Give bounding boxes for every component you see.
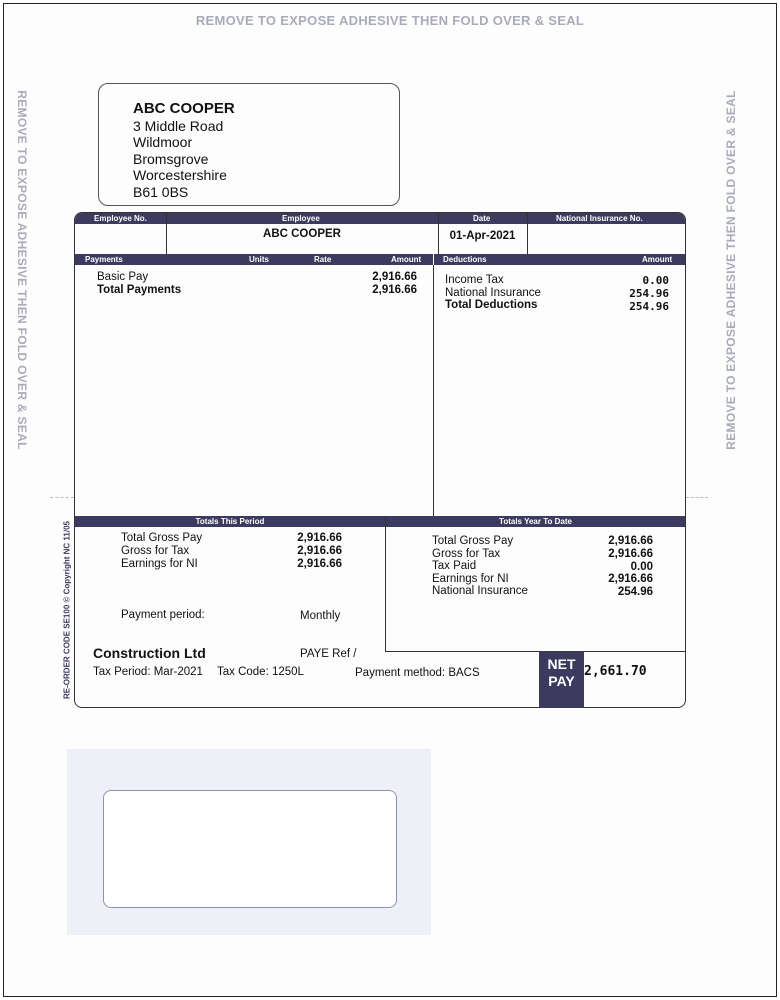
paye-ref: PAYE Ref / — [300, 648, 357, 660]
envelope-window — [103, 790, 397, 908]
address-line-3: Bromsgrove — [133, 150, 209, 167]
ytd-label-national-insurance: National Insurance — [432, 585, 528, 597]
address-window — [98, 83, 400, 206]
totals-ytd-header-bar — [386, 516, 685, 527]
deductions-label: Deductions — [443, 255, 487, 264]
ytd-label-tax-paid: Tax Paid — [432, 560, 477, 572]
period-label-gross-for-tax: Gross for Tax — [121, 545, 190, 557]
payments-deductions-divider — [433, 265, 434, 516]
address-line-4: Worcestershire — [133, 167, 227, 183]
address-line-1: 3 Middle Road — [133, 117, 224, 134]
payment-amount-basic-pay: 2,916.66 — [372, 271, 417, 283]
period-amount-total-gross-pay: 2,916.66 — [297, 532, 342, 544]
units-label: Units — [249, 255, 269, 264]
payments-amount-label: Amount — [391, 255, 422, 264]
period-amount-gross-for-tax: 2,916.66 — [297, 545, 342, 557]
footer-divider — [385, 651, 685, 652]
totals-period-label: Totals This Period — [195, 517, 265, 526]
date-value: 01-Apr-2021 — [449, 230, 516, 242]
ytd-label-gross-for-tax: Gross for Tax — [432, 548, 501, 560]
divider — [527, 213, 528, 254]
payment-period-value: Monthly — [300, 610, 341, 622]
period-label-total-gross-pay: Total Gross Pay — [121, 532, 203, 544]
ytd-amount-earnings-for-ni: 2,916.66 — [608, 573, 653, 585]
ytd-amount-tax-paid: 0.00 — [630, 561, 653, 573]
tax-code: Tax Code: 1250L — [217, 666, 304, 678]
deduction-label-income-tax: Income Tax — [445, 274, 504, 286]
payment-period-label: Payment period: — [121, 609, 205, 621]
payment-amount-total-payments: 2,916.66 — [372, 284, 417, 296]
seal-instruction-top: REMOVE TO EXPOSE ADHESIVE THEN FOLD OVER & SEAL — [195, 13, 585, 28]
totals-ytd-label: Totals Year To Date — [499, 517, 572, 526]
net-pay-label-line-1: NET — [547, 656, 576, 672]
net-pay-label-line-2: PAY — [548, 673, 575, 689]
deduction-label-total-deductions: Total Deductions — [445, 299, 538, 311]
tax-period: Tax Period: Mar-2021 — [93, 666, 203, 678]
deduction-amount-national-insurance: 254.96 — [629, 287, 669, 300]
employee-no-label: Employee No. — [94, 214, 147, 223]
address-name: ABC COOPER — [133, 100, 235, 117]
fold-line-right — [686, 497, 708, 498]
ytd-amount-total-gross-pay: 2,916.66 — [608, 535, 653, 547]
net-pay-label — [539, 651, 584, 708]
payment-label-basic-pay: Basic Pay — [97, 271, 149, 283]
deductions-amount-label: Amount — [642, 255, 673, 264]
totals-divider — [385, 516, 386, 651]
seal-instruction-left: REMOVE TO EXPOSE ADHESIVE THEN FOLD OVER & SEAL — [15, 90, 29, 450]
reorder-code: RE-ORDER CODE SE100 © Copyright NC 11/05 — [62, 521, 72, 699]
deduction-amount-income-tax: 0.00 — [642, 274, 669, 287]
company-name: Construction Ltd — [93, 645, 206, 661]
period-label-earnings-for-ni: Earnings for NI — [121, 558, 198, 570]
deduction-label-national-insurance: National Insurance — [445, 287, 541, 299]
fold-line-left — [50, 497, 74, 498]
payment-label-total-payments: Total Payments — [97, 284, 182, 296]
payslip — [74, 212, 686, 708]
ytd-label-total-gross-pay: Total Gross Pay — [432, 535, 514, 547]
deduction-amount-total-deductions: 254.96 — [629, 300, 669, 313]
net-pay-amount: 2,661.70 — [584, 664, 647, 679]
employee-label: Employee — [282, 214, 320, 223]
address-postcode: B61 0BS — [133, 183, 189, 200]
employee-value: ABC COOPER — [263, 228, 341, 240]
ytd-amount-gross-for-tax: 2,916.66 — [608, 548, 653, 560]
ytd-amount-national-insurance: 254.96 — [617, 586, 653, 598]
payments-header-bar — [75, 254, 685, 265]
address-line-2: Wildmoor — [133, 134, 193, 150]
totals-period-header-bar — [75, 516, 385, 527]
ytd-label-earnings-for-ni: Earnings for NI — [432, 573, 509, 585]
rate-label: Rate — [314, 255, 332, 264]
period-amount-earnings-for-ni: 2,916.66 — [297, 558, 342, 570]
date-label: Date — [473, 214, 491, 223]
ni-number-label: National Insurance No. — [556, 214, 643, 223]
payment-method: Payment method: BACS — [355, 667, 480, 679]
seal-instruction-right: REMOVE TO EXPOSE ADHESIVE THEN FOLD OVER & SEAL — [724, 90, 738, 450]
payments-label: Payments — [85, 255, 123, 264]
